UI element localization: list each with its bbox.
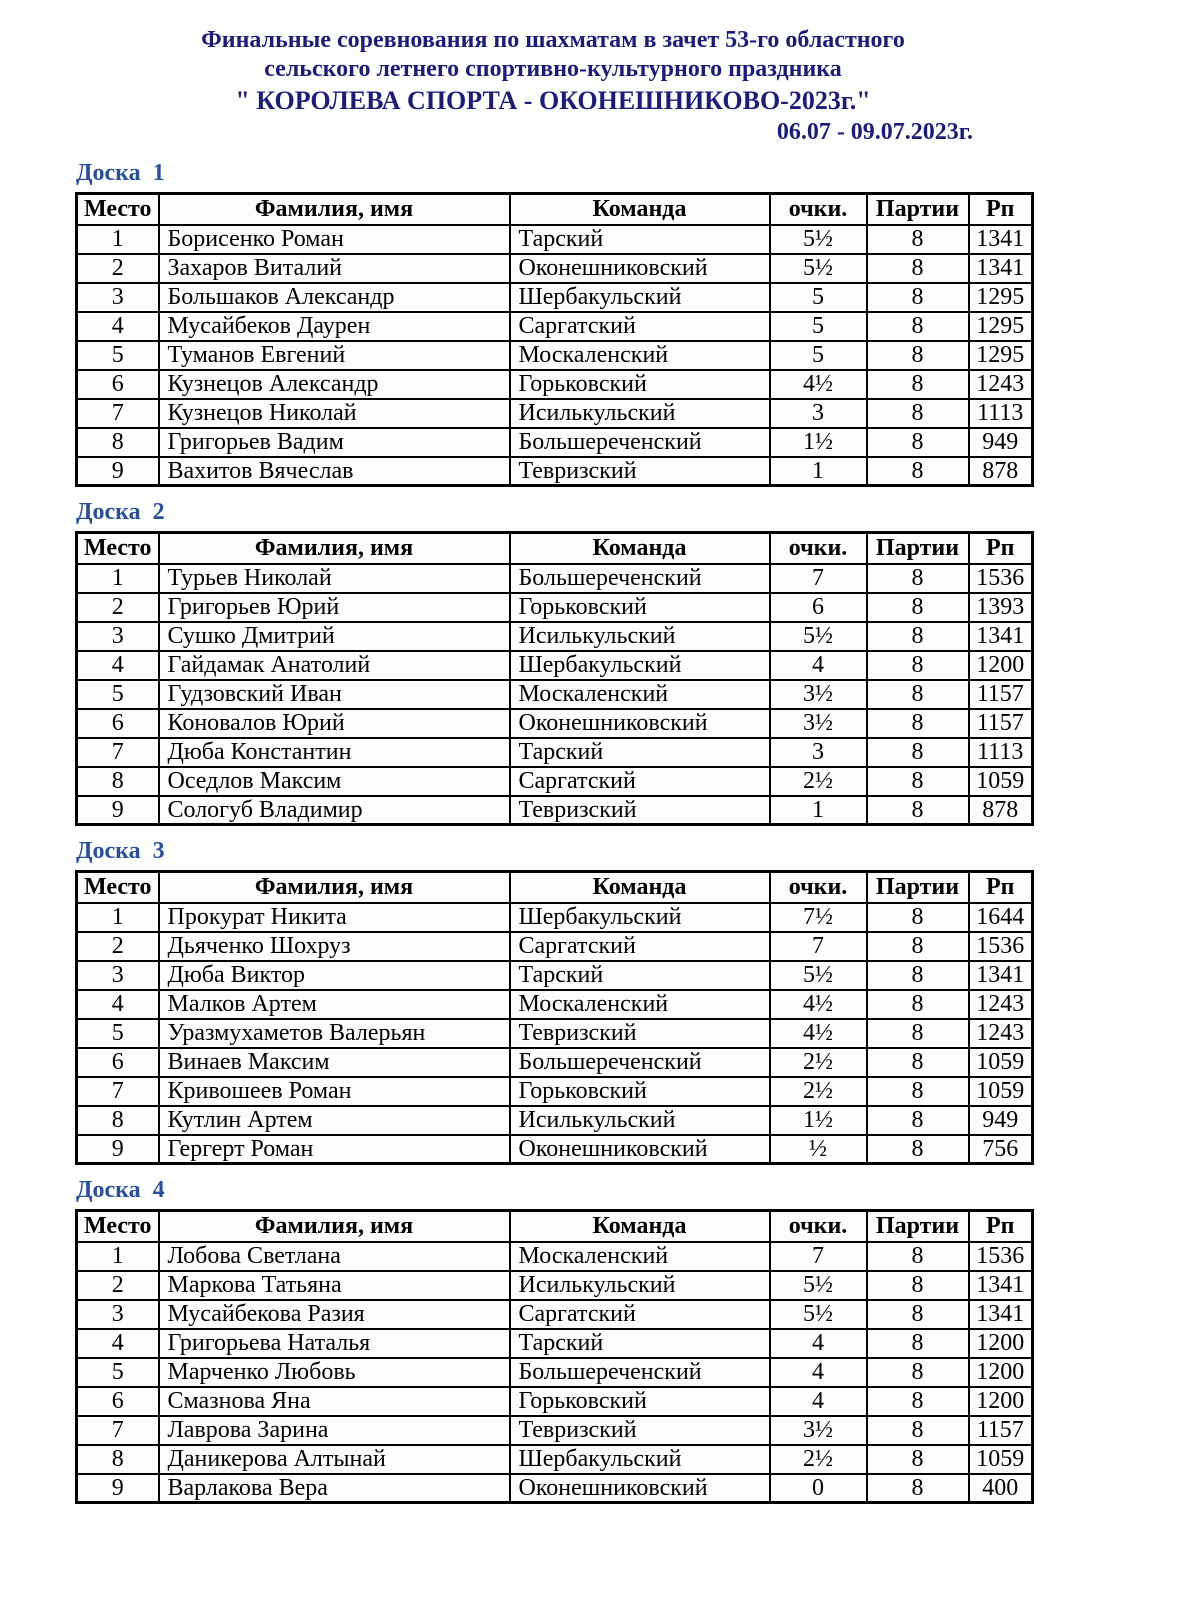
header-row <box>77 533 1033 564</box>
column-header-name: Фамилия, имя <box>159 1211 510 1242</box>
cell-name: Большаков Александр <box>159 283 510 312</box>
cell-games: 8 <box>867 622 969 651</box>
cell-points: 2½ <box>770 1445 867 1474</box>
cell-games: 8 <box>867 1048 969 1077</box>
cell-games: 8 <box>867 564 969 593</box>
cell-points: 5 <box>770 312 867 341</box>
cell-team: Большереченский <box>510 1048 770 1077</box>
cell-games: 8 <box>867 990 969 1019</box>
cell-points: 1½ <box>770 428 867 457</box>
cell-points: 2½ <box>770 1077 867 1106</box>
cell-name: Дюба Виктор <box>159 961 510 990</box>
cell-rp: 1200 <box>969 1358 1033 1387</box>
cell-team: Саргатский <box>510 312 770 341</box>
cell-team: Большереченский <box>510 1358 770 1387</box>
cell-name: Турьев Николай <box>159 564 510 593</box>
cell-place: 6 <box>77 370 159 399</box>
cell-place: 9 <box>77 1135 159 1164</box>
table-row <box>77 1474 1033 1503</box>
cell-name: Гайдамак Анатолий <box>159 651 510 680</box>
cell-points: 1 <box>770 796 867 825</box>
cell-rp: 400 <box>969 1474 1033 1503</box>
cell-points: 3½ <box>770 709 867 738</box>
cell-place: 1 <box>77 1242 159 1271</box>
board-2-label: Доска 2 <box>76 499 165 525</box>
table-row <box>77 1048 1033 1077</box>
cell-name: Лаврова Зарина <box>159 1416 510 1445</box>
cell-team: Тарский <box>510 225 770 254</box>
column-header-rp: Рп <box>969 1211 1033 1242</box>
column-header-team: Команда <box>510 1211 770 1242</box>
table-row <box>77 738 1033 767</box>
cell-games: 8 <box>867 457 969 486</box>
column-header-points: очки. <box>770 872 867 903</box>
table-row <box>77 1300 1033 1329</box>
cell-name: Кузнецов Николай <box>159 399 510 428</box>
cell-rp: 1536 <box>969 564 1033 593</box>
cell-name: Малков Артем <box>159 990 510 1019</box>
table-row <box>77 961 1033 990</box>
cell-place: 7 <box>77 1077 159 1106</box>
cell-games: 8 <box>867 1271 969 1300</box>
title-line-3: " КОРОЛЕВА СПОРТА - ОКОНЕШНИКОВО-2023г." <box>235 86 871 115</box>
table-row <box>77 254 1033 283</box>
cell-games: 8 <box>867 738 969 767</box>
cell-place: 9 <box>77 796 159 825</box>
cell-rp: 1295 <box>969 283 1033 312</box>
cell-team: Тевризский <box>510 1019 770 1048</box>
cell-rp: 1536 <box>969 932 1033 961</box>
cell-team: Горьковский <box>510 1387 770 1416</box>
header-row <box>77 1211 1033 1242</box>
table-row <box>77 341 1033 370</box>
cell-games: 8 <box>867 1329 969 1358</box>
cell-points: 5½ <box>770 1300 867 1329</box>
cell-name: Гудзовский Иван <box>159 680 510 709</box>
cell-place: 2 <box>77 593 159 622</box>
cell-team: Саргатский <box>510 932 770 961</box>
cell-rp: 878 <box>969 796 1033 825</box>
table-row <box>77 399 1033 428</box>
cell-name: Борисенко Роман <box>159 225 510 254</box>
cell-games: 8 <box>867 1300 969 1329</box>
cell-name: Гергерт Роман <box>159 1135 510 1164</box>
cell-points: 5½ <box>770 961 867 990</box>
cell-games: 8 <box>867 961 969 990</box>
column-header-games: Партии <box>867 1211 969 1242</box>
table-row <box>77 312 1033 341</box>
cell-games: 8 <box>867 341 969 370</box>
cell-team: Оконешниковский <box>510 1474 770 1503</box>
cell-games: 8 <box>867 1416 969 1445</box>
cell-rp: 949 <box>969 1106 1033 1135</box>
cell-rp: 1341 <box>969 254 1033 283</box>
cell-name: Маркова Татьяна <box>159 1271 510 1300</box>
cell-team: Саргатский <box>510 767 770 796</box>
column-header-place: Место <box>77 533 159 564</box>
table-row <box>77 457 1033 486</box>
cell-rp: 878 <box>969 457 1033 486</box>
cell-team: Исилькульский <box>510 622 770 651</box>
table-row <box>77 1077 1033 1106</box>
cell-team: Шербакульский <box>510 651 770 680</box>
board-section-1 <box>75 160 1031 487</box>
board-2-results-table <box>75 531 1034 826</box>
cell-points: 3½ <box>770 1416 867 1445</box>
column-header-rp: Рп <box>969 194 1033 225</box>
table-row <box>77 1242 1033 1271</box>
board-section-3 <box>75 838 1031 1165</box>
cell-points: 4½ <box>770 1019 867 1048</box>
cell-rp: 1200 <box>969 1329 1033 1358</box>
table-row <box>77 1019 1033 1048</box>
cell-name: Захаров Виталий <box>159 254 510 283</box>
cell-points: 2½ <box>770 1048 867 1077</box>
cell-points: 5 <box>770 283 867 312</box>
cell-points: 5½ <box>770 225 867 254</box>
cell-rp: 1341 <box>969 225 1033 254</box>
table-row <box>77 903 1033 932</box>
cell-rp: 1059 <box>969 1048 1033 1077</box>
table-row <box>77 709 1033 738</box>
cell-points: 5½ <box>770 622 867 651</box>
board-1-results-table <box>75 192 1034 487</box>
cell-points: 5 <box>770 341 867 370</box>
cell-rp: 1393 <box>969 593 1033 622</box>
cell-games: 8 <box>867 312 969 341</box>
board-3-label: Доска 3 <box>76 838 165 864</box>
cell-place: 8 <box>77 428 159 457</box>
cell-place: 1 <box>77 564 159 593</box>
header-row <box>77 194 1033 225</box>
cell-name: Коновалов Юрий <box>159 709 510 738</box>
table-row <box>77 283 1033 312</box>
cell-rp: 1243 <box>969 1019 1033 1048</box>
cell-points: 3 <box>770 738 867 767</box>
cell-rp: 1536 <box>969 1242 1033 1271</box>
cell-place: 8 <box>77 767 159 796</box>
cell-points: ½ <box>770 1135 867 1164</box>
cell-games: 8 <box>867 680 969 709</box>
cell-games: 8 <box>867 1445 969 1474</box>
table-row <box>77 1329 1033 1358</box>
cell-place: 2 <box>77 254 159 283</box>
column-header-name: Фамилия, имя <box>159 533 510 564</box>
cell-name: Туманов Евгений <box>159 341 510 370</box>
column-header-rp: Рп <box>969 533 1033 564</box>
cell-rp: 1243 <box>969 370 1033 399</box>
cell-games: 8 <box>867 767 969 796</box>
cell-rp: 756 <box>969 1135 1033 1164</box>
column-header-points: очки. <box>770 533 867 564</box>
cell-name: Мусайбекова Разия <box>159 1300 510 1329</box>
table-row <box>77 593 1033 622</box>
cell-place: 5 <box>77 341 159 370</box>
cell-place: 6 <box>77 1048 159 1077</box>
cell-place: 5 <box>77 1019 159 1048</box>
board-section-4 <box>75 1177 1031 1504</box>
column-header-games: Партии <box>867 194 969 225</box>
cell-team: Исилькульский <box>510 1271 770 1300</box>
cell-place: 2 <box>77 1271 159 1300</box>
cell-rp: 1295 <box>969 312 1033 341</box>
cell-place: 8 <box>77 1106 159 1135</box>
table-row <box>77 651 1033 680</box>
cell-games: 8 <box>867 1358 969 1387</box>
table-row <box>77 1358 1033 1387</box>
cell-name: Варлакова Вера <box>159 1474 510 1503</box>
cell-rp: 1113 <box>969 399 1033 428</box>
cell-place: 3 <box>77 622 159 651</box>
column-header-points: очки. <box>770 194 867 225</box>
cell-team: Исилькульский <box>510 1106 770 1135</box>
cell-team: Большереченский <box>510 564 770 593</box>
table-row <box>77 370 1033 399</box>
cell-team: Тарский <box>510 738 770 767</box>
cell-games: 8 <box>867 1242 969 1271</box>
table-row <box>77 767 1033 796</box>
cell-place: 9 <box>77 457 159 486</box>
column-header-games: Партии <box>867 533 969 564</box>
cell-name: Вахитов Вячеслав <box>159 457 510 486</box>
table-row <box>77 680 1033 709</box>
cell-points: 4 <box>770 1358 867 1387</box>
cell-name: Дьяченко Шохруз <box>159 932 510 961</box>
table-row <box>77 564 1033 593</box>
cell-rp: 1341 <box>969 961 1033 990</box>
column-header-name: Фамилия, имя <box>159 194 510 225</box>
title-line-1: Финальные соревнования по шахматам в зачет 53-го областного <box>201 27 905 53</box>
cell-place: 7 <box>77 1416 159 1445</box>
cell-points: 6 <box>770 593 867 622</box>
cell-team: Тевризский <box>510 1416 770 1445</box>
table-row <box>77 225 1033 254</box>
column-header-points: очки. <box>770 1211 867 1242</box>
cell-team: Тевризский <box>510 796 770 825</box>
cell-games: 8 <box>867 709 969 738</box>
cell-team: Горьковский <box>510 593 770 622</box>
cell-rp: 1200 <box>969 651 1033 680</box>
cell-points: 4½ <box>770 990 867 1019</box>
cell-name: Сушко Дмитрий <box>159 622 510 651</box>
cell-points: 3½ <box>770 680 867 709</box>
cell-points: 4 <box>770 651 867 680</box>
cell-place: 4 <box>77 1329 159 1358</box>
cell-team: Оконешниковский <box>510 1135 770 1164</box>
cell-name: Винаев Максим <box>159 1048 510 1077</box>
cell-team: Оконешниковский <box>510 254 770 283</box>
cell-place: 6 <box>77 1387 159 1416</box>
table-row <box>77 1387 1033 1416</box>
cell-place: 8 <box>77 1445 159 1474</box>
board-section-2 <box>75 499 1031 826</box>
cell-name: Григорьев Вадим <box>159 428 510 457</box>
cell-team: Тевризский <box>510 457 770 486</box>
cell-games: 8 <box>867 1387 969 1416</box>
cell-games: 8 <box>867 370 969 399</box>
cell-name: Кузнецов Александр <box>159 370 510 399</box>
cell-games: 8 <box>867 254 969 283</box>
table-row <box>77 1445 1033 1474</box>
cell-rp: 1341 <box>969 1271 1033 1300</box>
document-header <box>75 26 1031 148</box>
cell-name: Кутлин Артем <box>159 1106 510 1135</box>
board-1-label: Доска 1 <box>76 160 165 186</box>
cell-place: 7 <box>77 738 159 767</box>
cell-place: 1 <box>77 903 159 932</box>
column-header-games: Партии <box>867 872 969 903</box>
title-line-2: сельского летнего спортивно-культурного праздника <box>264 56 842 82</box>
cell-rp: 1059 <box>969 767 1033 796</box>
cell-name: Кривошеев Роман <box>159 1077 510 1106</box>
cell-place: 9 <box>77 1474 159 1503</box>
cell-name: Смазнова Яна <box>159 1387 510 1416</box>
cell-points: 4 <box>770 1329 867 1358</box>
cell-points: 7 <box>770 932 867 961</box>
table-row <box>77 1416 1033 1445</box>
cell-rp: 1113 <box>969 738 1033 767</box>
cell-team: Москаленский <box>510 1242 770 1271</box>
cell-team: Шербакульский <box>510 903 770 932</box>
cell-rp: 1059 <box>969 1077 1033 1106</box>
cell-team: Москаленский <box>510 680 770 709</box>
cell-place: 4 <box>77 990 159 1019</box>
cell-games: 8 <box>867 1135 969 1164</box>
cell-team: Москаленский <box>510 341 770 370</box>
cell-team: Горьковский <box>510 370 770 399</box>
board-4-label: Доска 4 <box>76 1177 165 1203</box>
cell-games: 8 <box>867 1019 969 1048</box>
cell-team: Исилькульский <box>510 399 770 428</box>
column-header-rp: Рп <box>969 872 1033 903</box>
cell-points: 7½ <box>770 903 867 932</box>
cell-points: 3 <box>770 399 867 428</box>
cell-name: Григорьева Наталья <box>159 1329 510 1358</box>
cell-team: Шербакульский <box>510 1445 770 1474</box>
cell-name: Даникерова Алтынай <box>159 1445 510 1474</box>
cell-games: 8 <box>867 903 969 932</box>
cell-name: Оседлов Максим <box>159 767 510 796</box>
cell-place: 3 <box>77 961 159 990</box>
cell-team: Тарский <box>510 1329 770 1358</box>
cell-place: 5 <box>77 680 159 709</box>
cell-games: 8 <box>867 651 969 680</box>
column-header-name: Фамилия, имя <box>159 872 510 903</box>
column-header-place: Место <box>77 872 159 903</box>
cell-rp: 1644 <box>969 903 1033 932</box>
table-row <box>77 932 1033 961</box>
table-row <box>77 796 1033 825</box>
cell-rp: 1059 <box>969 1445 1033 1474</box>
cell-team: Тарский <box>510 961 770 990</box>
cell-games: 8 <box>867 1474 969 1503</box>
cell-points: 5½ <box>770 1271 867 1300</box>
cell-rp: 1341 <box>969 1300 1033 1329</box>
cell-team: Шербакульский <box>510 283 770 312</box>
cell-name: Мусайбеков Даурен <box>159 312 510 341</box>
column-header-place: Место <box>77 194 159 225</box>
table-row <box>77 1106 1033 1135</box>
table-row <box>77 622 1033 651</box>
cell-games: 8 <box>867 283 969 312</box>
cell-name: Сологуб Владимир <box>159 796 510 825</box>
board-3-results-table <box>75 870 1034 1165</box>
cell-rp: 1157 <box>969 680 1033 709</box>
cell-points: 5½ <box>770 254 867 283</box>
column-header-team: Команда <box>510 872 770 903</box>
cell-points: 7 <box>770 1242 867 1271</box>
cell-name: Уразмухаметов Валерьян <box>159 1019 510 1048</box>
cell-points: 2½ <box>770 767 867 796</box>
cell-rp: 1157 <box>969 709 1033 738</box>
cell-rp: 1157 <box>969 1416 1033 1445</box>
cell-games: 8 <box>867 428 969 457</box>
cell-name: Марченко Любовь <box>159 1358 510 1387</box>
cell-games: 8 <box>867 225 969 254</box>
cell-games: 8 <box>867 1106 969 1135</box>
cell-place: 4 <box>77 312 159 341</box>
cell-rp: 949 <box>969 428 1033 457</box>
table-row <box>77 990 1033 1019</box>
cell-points: 4 <box>770 1387 867 1416</box>
header-row <box>77 872 1033 903</box>
cell-rp: 1200 <box>969 1387 1033 1416</box>
cell-points: 0 <box>770 1474 867 1503</box>
cell-team: Большереченский <box>510 428 770 457</box>
cell-points: 4½ <box>770 370 867 399</box>
board-4-results-table <box>75 1209 1034 1504</box>
column-header-team: Команда <box>510 533 770 564</box>
column-header-team: Команда <box>510 194 770 225</box>
cell-place: 5 <box>77 1358 159 1387</box>
cell-team: Саргатский <box>510 1300 770 1329</box>
cell-games: 8 <box>867 796 969 825</box>
cell-team: Горьковский <box>510 1077 770 1106</box>
cell-games: 8 <box>867 593 969 622</box>
cell-name: Григорьев Юрий <box>159 593 510 622</box>
cell-place: 3 <box>77 1300 159 1329</box>
cell-place: 1 <box>77 225 159 254</box>
cell-games: 8 <box>867 1077 969 1106</box>
cell-points: 7 <box>770 564 867 593</box>
cell-rp: 1295 <box>969 341 1033 370</box>
table-row <box>77 1271 1033 1300</box>
cell-points: 1½ <box>770 1106 867 1135</box>
cell-rp: 1243 <box>969 990 1033 1019</box>
cell-team: Москаленский <box>510 990 770 1019</box>
cell-name: Лобова Светлана <box>159 1242 510 1271</box>
table-row <box>77 428 1033 457</box>
cell-games: 8 <box>867 399 969 428</box>
cell-team: Оконешниковский <box>510 709 770 738</box>
event-dates: 06.07 - 09.07.2023г. <box>776 119 973 145</box>
cell-games: 8 <box>867 932 969 961</box>
cell-place: 4 <box>77 651 159 680</box>
cell-place: 3 <box>77 283 159 312</box>
cell-place: 6 <box>77 709 159 738</box>
cell-name: Дюба Константин <box>159 738 510 767</box>
cell-place: 7 <box>77 399 159 428</box>
cell-rp: 1341 <box>969 622 1033 651</box>
table-row <box>77 1135 1033 1164</box>
cell-name: Прокурат Никита <box>159 903 510 932</box>
column-header-place: Место <box>77 1211 159 1242</box>
cell-place: 2 <box>77 932 159 961</box>
cell-points: 1 <box>770 457 867 486</box>
